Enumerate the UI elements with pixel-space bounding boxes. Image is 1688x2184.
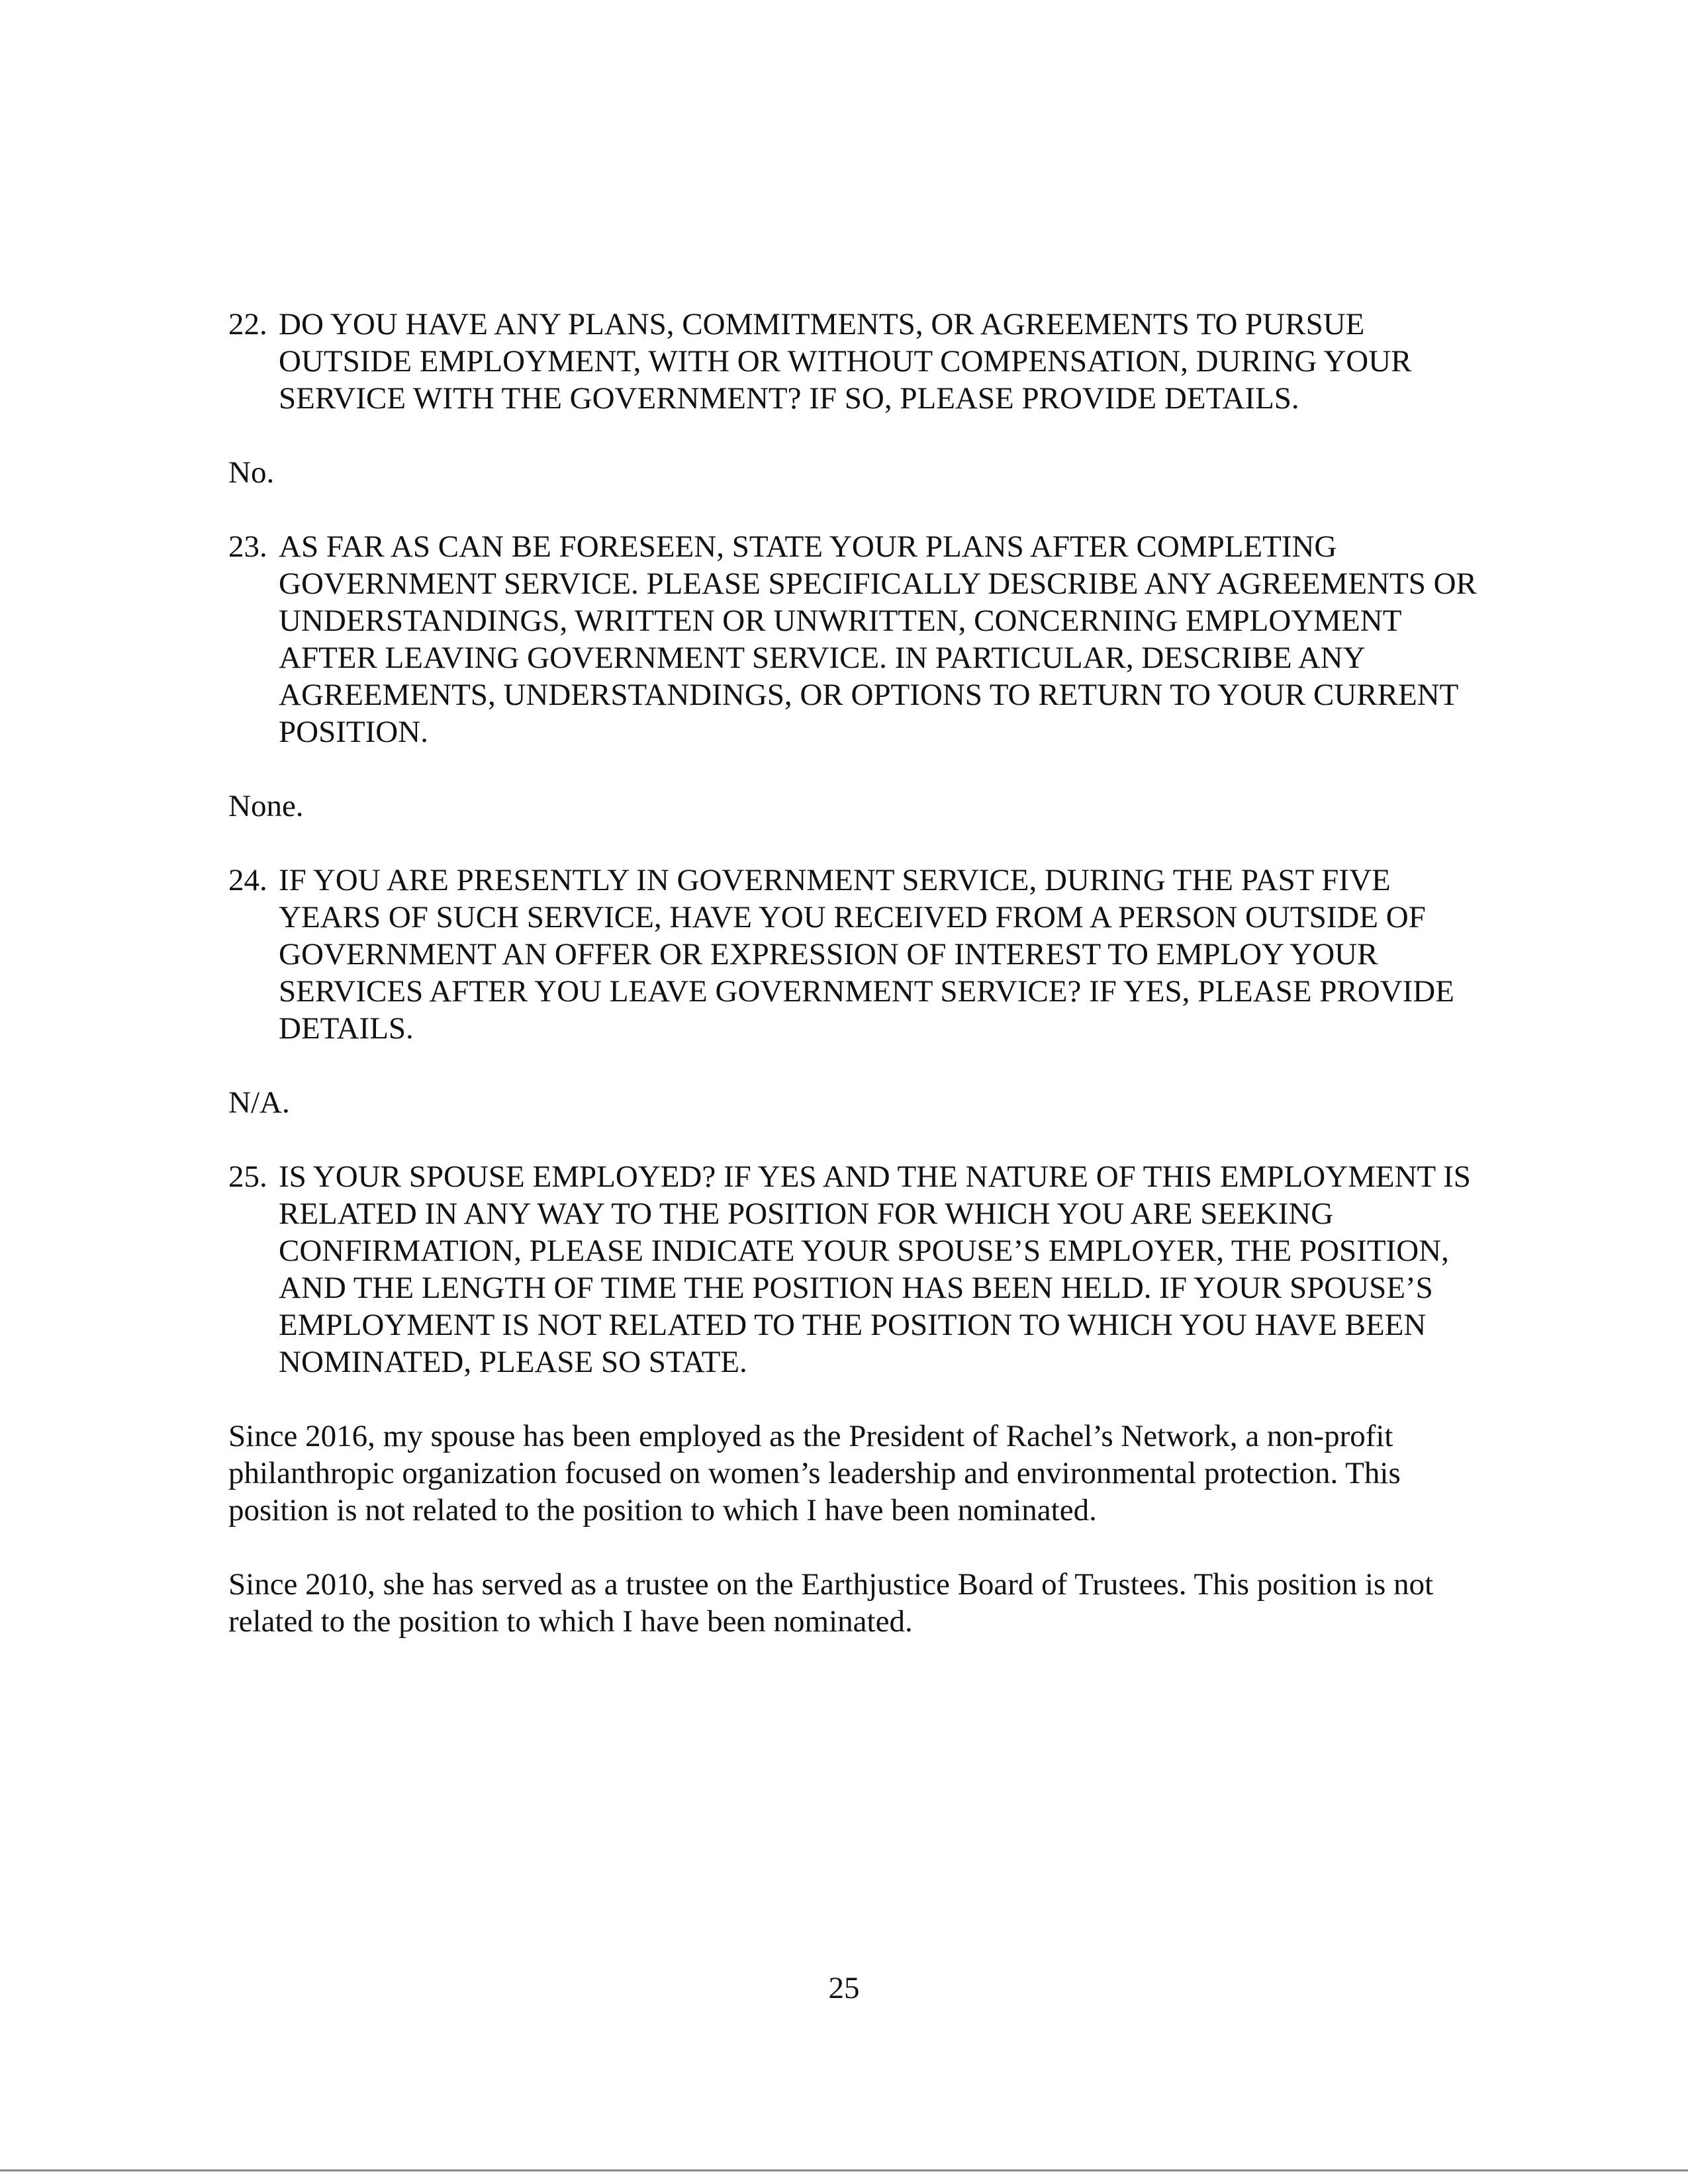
- question-number: 25.: [228, 1160, 267, 1194]
- questionnaire-body: [228, 306, 1539, 1677]
- question-text: IS YOUR SPOUSE EMPLOYED? IF YES AND THE NATURE OF THIS EMPLOYMENT IS RELATED IN ANY WAY TO THE POSITION FOR WHICH YOU ARE SEEKING CONFIRMATION, PLEASE INDICATE YOUR SPOUSE’S EMPLOYER, THE POSITION, AND THE LENGTH OF TIME THE POSITION HAS BEEN HELD. IF YOUR SPOUSE’S EMPLOYMENT IS NOT RELATED TO THE POSITION TO WHICH YOU HAVE BEEN NOMINATED, PLEASE SO STATE.: [279, 1160, 1471, 1379]
- question-number: 23.: [228, 529, 267, 564]
- question-text: IF YOU ARE PRESENTLY IN GOVERNMENT SERVICE, DURING THE PAST FIVE YEARS OF SUCH SERVICE, HAVE YOU RECEIVED FROM A PERSON OUTSIDE OF GOVERNMENT AN OFFER OR EXPRESSION OF INTEREST TO EMPLOY YOUR SERVICES AFTER YOU LEAVE GOVERNMENT SERVICE? IF YES, PLEASE PROVIDE DETAILS.: [279, 863, 1454, 1046]
- question-number: 22.: [228, 307, 267, 341]
- answer-25-paragraph-2: Since 2010, she has served as a trustee on the Earthjustice Board of Trustees. This position is not related to the position to which I have been nominated.: [228, 1567, 1434, 1639]
- answer-25-paragraph-1: Since 2016, my spouse has been employed as the President of Rachel’s Network, a non-profit philanthropic organization focused on women’s leadership and environmental protection. This position is not related to the position to which I have been nominated.: [228, 1419, 1401, 1527]
- question-22: [228, 306, 1539, 417]
- page-number: 25: [828, 1971, 860, 2005]
- answer-24: N/A.: [228, 1085, 290, 1120]
- question-text: DO YOU HAVE ANY PLANS, COMMITMENTS, OR AGREEMENTS TO PURSUE OUTSIDE EMPLOYMENT, WITH OR WITHOUT COMPENSATION, DURING YOUR SERVICE WITH THE GOVERNMENT? IF SO, PLEASE PROVIDE DETAILS.: [279, 307, 1412, 416]
- question-23: [228, 528, 1539, 751]
- question-number: 24.: [228, 863, 267, 897]
- question-24: [228, 862, 1539, 1047]
- scan-edge-line: [0, 2169, 1688, 2171]
- question-25: [228, 1158, 1539, 1381]
- question-text: AS FAR AS CAN BE FORESEEN, STATE YOUR PLANS AFTER COMPLETING GOVERNMENT SERVICE. PLEASE SPECIFICALLY DESCRIBE ANY AGREEMENTS OR UNDERSTANDINGS, WRITTEN OR UNWRITTEN, CONCERNING EMPLOYMENT AFTER LEAVING GOVERNMENT SERVICE. IN PARTICULAR, DESCRIBE ANY AGREEMENTS, UNDERSTANDINGS, OR OPTIONS TO RETURN TO YOUR CURRENT POSITION.: [279, 529, 1477, 749]
- answer-22: No.: [228, 455, 275, 490]
- answer-23: None.: [228, 789, 304, 823]
